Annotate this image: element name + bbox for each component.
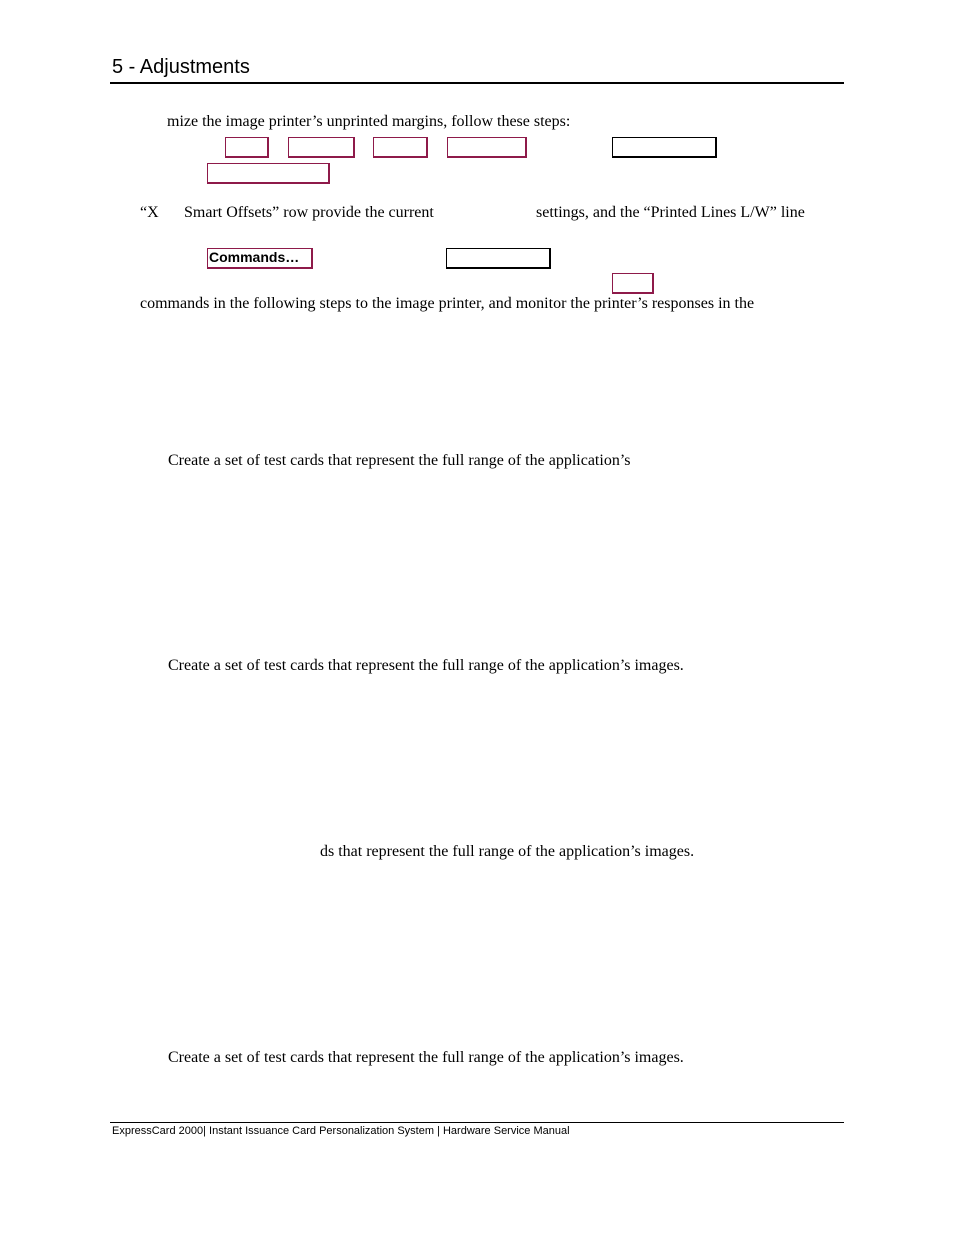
step-test-cards-4: Create a set of test cards that represent the full range of the application’s images. [168,1049,684,1066]
footer-text: ExpressCard 2000| Instant Issuance Card Personalization System | Hardware Service Manual [112,1125,570,1137]
ui-ref-button-5[interactable] [207,163,330,184]
step-test-cards-1: Create a set of test cards that represent the full range of the application’s [168,452,631,469]
ui-ref-field-2[interactable] [446,248,551,269]
ui-ref-button-3[interactable] [373,137,428,158]
ui-ref-button-1[interactable] [225,137,269,158]
header-rule [110,82,844,84]
footer-rule [110,1122,844,1123]
ui-ref-field-1[interactable] [612,137,717,158]
offsets-text-part2: Smart Offsets” row provide the current [184,204,434,221]
ui-ref-button-6[interactable] [612,273,654,294]
commands-instruction: commands in the following steps to the image printer, and monitor the printer’s responses in the [140,295,755,312]
ui-ref-button-2[interactable] [288,137,355,158]
intro-line: mize the image printer’s unprinted margins, follow these steps: [167,113,571,130]
step-test-cards-3: ds that represent the full range of the application’s images. [320,843,695,860]
section-title: 5 - Adjustments [112,56,250,78]
offsets-text-part3: settings, and the “Printed Lines L/W” line [536,204,805,221]
offsets-text-part1: “X [140,204,159,221]
step-test-cards-2: Create a set of test cards that represent the full range of the application’s images. [168,657,684,674]
ui-ref-button-4[interactable] [447,137,527,158]
commands-button[interactable]: Commands… [207,248,313,269]
